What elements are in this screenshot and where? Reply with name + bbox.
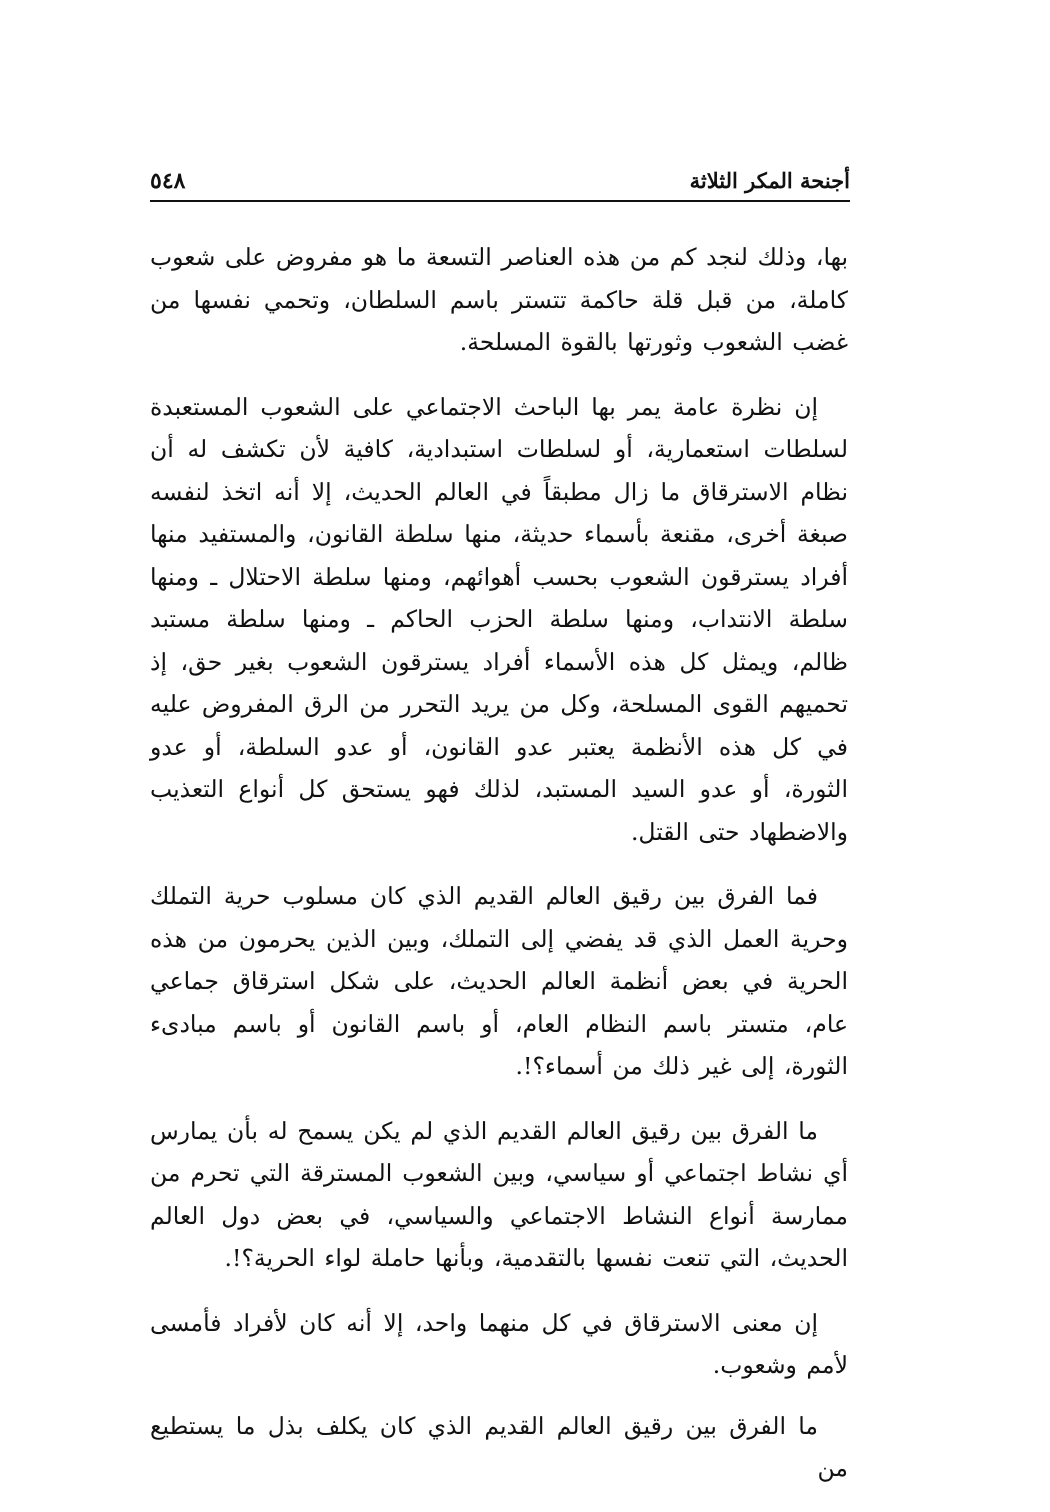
body-text (150, 236, 848, 1512)
page-number: ٥٤٨ (150, 168, 186, 194)
header-divider (150, 200, 850, 202)
paragraph-1: بها، وذلك لنجد كم من هذه العناصر التسعة ما هو مفروض على شعوب كاملة، من قبل قلة حاكمة تتستر باسم السلطان، وتحمي نفسها من غضب الشعوب وثورتها بالقوة المسلحة. (150, 243, 848, 356)
running-header (150, 166, 850, 202)
paragraph-5: إن معنى الاسترقاق في كل منهما واحد، إلا أنه كان لأفراد فأمسى لأمم وشعوب. (150, 1308, 848, 1379)
paragraph-6: ما الفرق بين رقيق العالم القديم الذي كان يكلف بذل ما يستطيع من (150, 1411, 848, 1482)
paragraph-2: إن نظرة عامة يمر بها الباحث الاجتماعي على الشعوب المستعبدة لسلطات استعمارية، أو لسلطات استبدادية، كافية لأن تكشف له أن نظام الاسترقاق ما زال مطبقاً في العالم الحديث، إلا أنه اتخذ لنفسه صبغة أخرى، مقنعة بأسماء حديثة، منها سلطة القانون، والمستفيد منها أفراد يسترقون الشعوب بحسب أهوائهم، ومنها سلطة الاحتلال ـ ومنها سلطة الانتداب، ومنها سلطة الحزب الحاكم ـ ومنها سلطة مستبد ظالم، ويمثل كل هذه الأسماء أفراد يسترقون الشعوب بغير حق، إذ تحميهم القوى المسلحة، وكل من يريد التحرر من الرق المفروض عليه في كل هذه الأنظمة يعتبر عدو القانون، أو عدو السلطة، أو عدو الثورة، أو عدو السيد المستبد، لذلك فهو يستحق كل أنواع التعذيب والاضطهاد حتى القتل. (150, 392, 848, 846)
paragraph-3: فما الفرق بين رقيق العالم القديم الذي كان مسلوب حرية التملك وحرية العمل الذي قد يفضي إلى التملك، وبين الذين يحرمون من هذه الحرية في بعض أنظمة العالم الحديث، على شكل استرقاق جماعي عام، متستر باسم النظام العام، أو باسم القانون أو باسم مبادىء الثورة، إلى غير ذلك من أسماء؟!. (150, 882, 848, 1080)
book-title: أجنحة المكر الثلاثة (689, 168, 850, 193)
paragraph-4: ما الفرق بين رقيق العالم القديم الذي لم يكن يسمح له بأن يمارس أي نشاط اجتماعي أو سياسي، وبين الشعوب المسترقة التي تحرم من ممارسة أنواع النشاط الاجتماعي والسياسي، في بعض دول العالم الحديث، التي تنعت نفسها بالتقدمية، وبأنها حاملة لواء الحرية؟!. (150, 1116, 848, 1272)
